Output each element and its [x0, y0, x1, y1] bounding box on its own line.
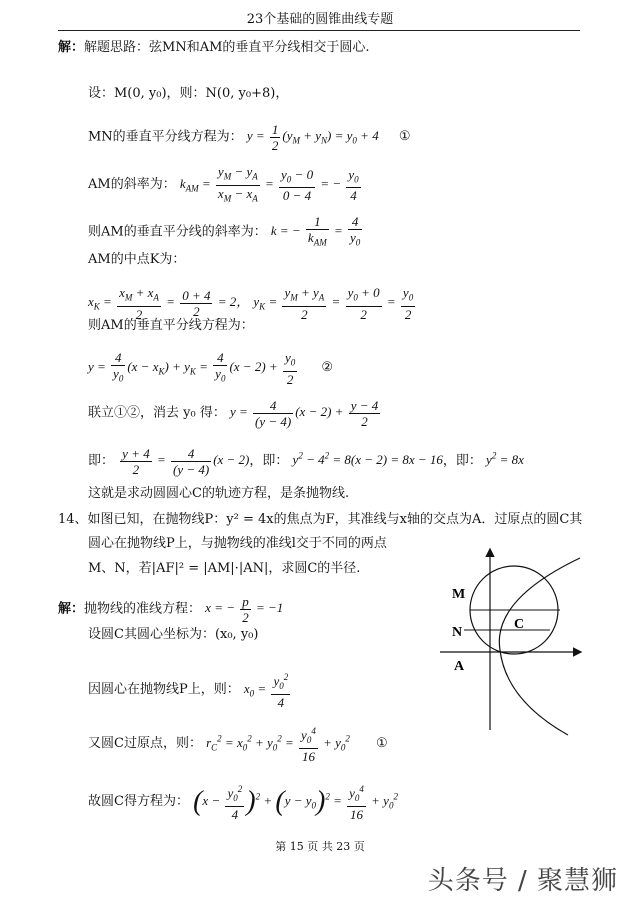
sol2-origin-line: [88, 724, 388, 764]
q14-line3-text: M、N，若|AF|² = |AM|·|AN|，求圆C的半径.: [88, 561, 361, 576]
sol2-origin-label: 又圆C过原点，则：: [88, 735, 202, 751]
that-is-formula-2: $y^2 - 4^2 = 8(x - 2) = 8x - 16$: [292, 451, 443, 468]
label-m: M: [452, 587, 466, 602]
am-mid-label: AM的中点K为：: [88, 252, 186, 267]
am-slope-label: AM的斜率为：: [88, 177, 176, 193]
sol2-circle-one: ①: [376, 735, 388, 751]
sol2-label: 解：: [58, 601, 85, 617]
sol1-set-text: 设：M(0, y₀)，则：N(0, y₀+8)，: [88, 86, 289, 101]
sol2-eq-line: [88, 782, 398, 822]
combine-line: [88, 398, 382, 429]
am-perp-slope-line: [88, 214, 364, 251]
label-a: A: [454, 659, 465, 674]
combine-formula: y = $\frac{4}{(y - 4)}$ (x − 2) + $\frac{y - 4}{2}$: [229, 398, 379, 429]
sol2-directrix-label: 抛物线的准线方程：: [84, 601, 202, 617]
that-is-formula: $\frac{y + 4}{2}$ = $\frac{4}{(y - 4)}$ (x − 2): [122, 446, 250, 477]
sol1-label: 解：: [58, 40, 85, 55]
parabola: [499, 558, 580, 735]
that-is-formula-3: $y^2 = 8x$: [486, 451, 524, 468]
q14-line1-text: 14、如图已知，在抛物线P：y² = 4x的焦点为F，其准线与x轴的交点为A．过原点的圆C其: [58, 512, 583, 527]
am-perp-eq-label: 则AM的垂直平分线方程为：: [88, 318, 254, 333]
sol2-on-parabola-formula: $x_0$ = $\frac{y_0^2}{4}$: [243, 672, 289, 710]
sol2-directrix-formula: x = − $\frac{p}{2}$ = −1: [205, 594, 284, 625]
am-perp-slope-label: 则AM的垂直平分线的斜率为：: [88, 224, 267, 240]
q14-line3: [88, 561, 360, 577]
sol2-center-text: 设圆C其圆心坐标为：(x₀, y₀): [88, 627, 259, 642]
sol1-conclusion-text: 这就是求动圆圆心C的轨迹方程，是条抛物线.: [88, 486, 350, 501]
sol1-set: [88, 86, 288, 102]
combine-label: 联立①②，消去 y₀ 得：: [88, 405, 226, 421]
yk-formula: $y_K$ = $\frac{y_M + y_A}{2}$ = $\frac{y_0 + 0}{2}$ = $\frac{y_0}{2}$: [253, 285, 414, 322]
page-header: [0, 8, 640, 27]
circle-one: ①: [398, 129, 411, 145]
circle-parabola-figure: [430, 540, 590, 740]
sol2-on-parabola-line: [88, 670, 292, 710]
that-is-line: 即： $\frac{y + 4}{2}$ = $\frac{4}{(y - 4)}$ (x − 2)，即： $y^2 - 4^2 = 8(x - 2) = 8x - 16$，即： $y^2 = 8x$: [88, 446, 524, 477]
sol2-center-line: [88, 627, 258, 643]
label-n: N: [452, 625, 463, 640]
that-is-label: 即：: [88, 453, 115, 469]
circle-two: ②: [321, 360, 334, 376]
sol2-origin-formula: $r_C^2 = x_0^2 + y_0^2$ = $\frac{y_0^4}{16}$ + $y_0^2$: [206, 726, 350, 764]
page-number: 第 15 页 共 23 页: [275, 840, 365, 853]
eq-two-formula: y = $\frac{4}{y_0}$ $(x - x_K) + y_K$ = $\frac{4}{y_0}$ (x − 2) + $\frac{y_0}{2}$: [88, 350, 296, 387]
label-c: C: [514, 617, 525, 632]
sol2-eq-formula: (x − $\frac{y_0^2}{4}$ )$^2 + (y - y_0)^2$ = $\frac{y_0^4}{16}$ + $y_0^2$: [193, 784, 398, 822]
header-rule: [58, 30, 580, 31]
watermark: [428, 860, 618, 897]
mn-bisector-line: [88, 122, 411, 153]
am-slope-line: [88, 164, 363, 206]
am-perp-eq-line: [88, 318, 254, 334]
am-perp-slope-formula: k = − 1 $k_{AM}$ = $\frac{4}{y_0}$: [270, 214, 361, 248]
header-title: 23个基础的圆锥曲线专题: [246, 12, 394, 27]
q14-line2-text: 圆心在抛物线P上，与抛物线的准线l交于不同的两点: [88, 536, 387, 551]
sol2-directrix-line: [58, 594, 283, 625]
eq-two-line: [88, 350, 333, 387]
xk-formula: $x_K$ = $\frac{x_M + x_A}{2}$ = $\frac{0 + 4}{2}$ = 2，: [88, 285, 250, 322]
watermark-text: 头条号 / 聚慧狮: [427, 866, 618, 896]
sol1-conclusion: [88, 486, 349, 502]
sol1-intro-line: [58, 40, 370, 56]
am-slope-formula: $k_{AM}$ = $\frac{y_M - y_A}{x_M - x_A}$ = $\frac{y_0 - 0}{0 - 4}$ = − $\frac{y_0}{4}$: [179, 164, 359, 204]
midpoint-formulas: [88, 285, 417, 322]
mn-bisector-label: MN的垂直平分线方程为：: [88, 129, 243, 145]
mn-bisector-formula: y = $\frac{1}{2}$ $(y_M + y_N) = y_0 + 4$: [246, 122, 379, 153]
q14-line1: [58, 512, 582, 528]
sol2-on-parabola-label: 因圆心在抛物线P上，则：: [88, 681, 240, 697]
q14-line2: [88, 536, 387, 552]
am-mid-line: [88, 252, 185, 268]
page-footer: [0, 838, 640, 854]
sol2-eq-label: 故圆C得方程为：: [88, 793, 189, 809]
sol1-intro: 解题思路：弦MN和AM的垂直平分线相交于圆心.: [84, 40, 370, 55]
